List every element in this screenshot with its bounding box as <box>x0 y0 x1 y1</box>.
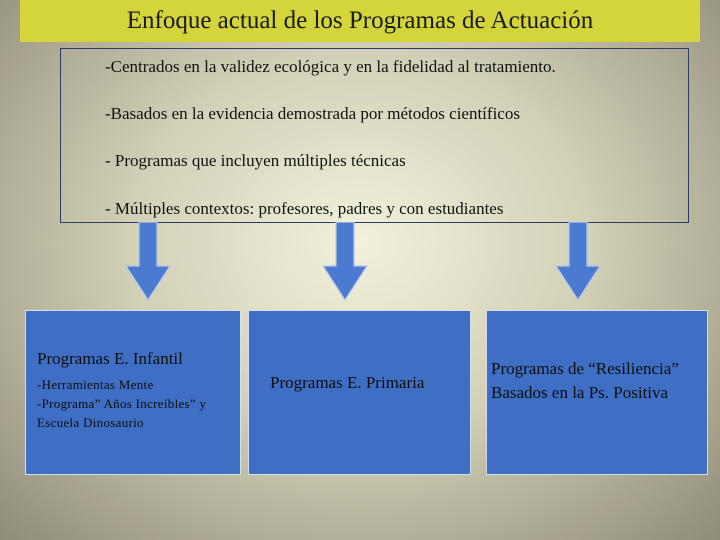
down-arrow-right <box>555 222 601 302</box>
approach-summary-box <box>60 48 689 223</box>
box-infantil <box>25 310 241 475</box>
approach-line-4: - Múltiples contextos: profesores, padres y con estudiantes <box>105 199 504 218</box>
box-resiliencia <box>486 310 708 475</box>
down-arrow-center <box>322 222 368 302</box>
down-arrow-left <box>125 222 171 302</box>
box-resiliencia-title-line2: Basados en la Ps. Positiva <box>491 383 669 402</box>
approach-line-1: -Centrados en la validez ecológica y en la fidelidad al tratamiento. <box>105 57 556 76</box>
box-infantil-item-2: -Programa” Años Increíbles” y <box>37 396 207 411</box>
box-infantil-title: Programas E. Infantil <box>37 349 183 368</box>
box-primaria <box>248 310 471 475</box>
box-infantil-item-3: Escuela Dinosaurio <box>37 415 144 430</box>
approach-line-3: - Programas que incluyen múltiples técnicas <box>105 151 406 170</box>
approach-line-2: -Basados en la evidencia demostrada por métodos científicos <box>105 104 520 123</box>
title-bar <box>20 0 700 42</box>
box-primaria-title: Programas E. Primaria <box>270 373 425 392</box>
box-infantil-item-1: -Herramientas Mente <box>37 377 154 392</box>
box-resiliencia-title-line1: Programas de “Resiliencia” <box>491 359 679 378</box>
slide-title: Enfoque actual de los Programas de Actuación <box>126 7 594 34</box>
